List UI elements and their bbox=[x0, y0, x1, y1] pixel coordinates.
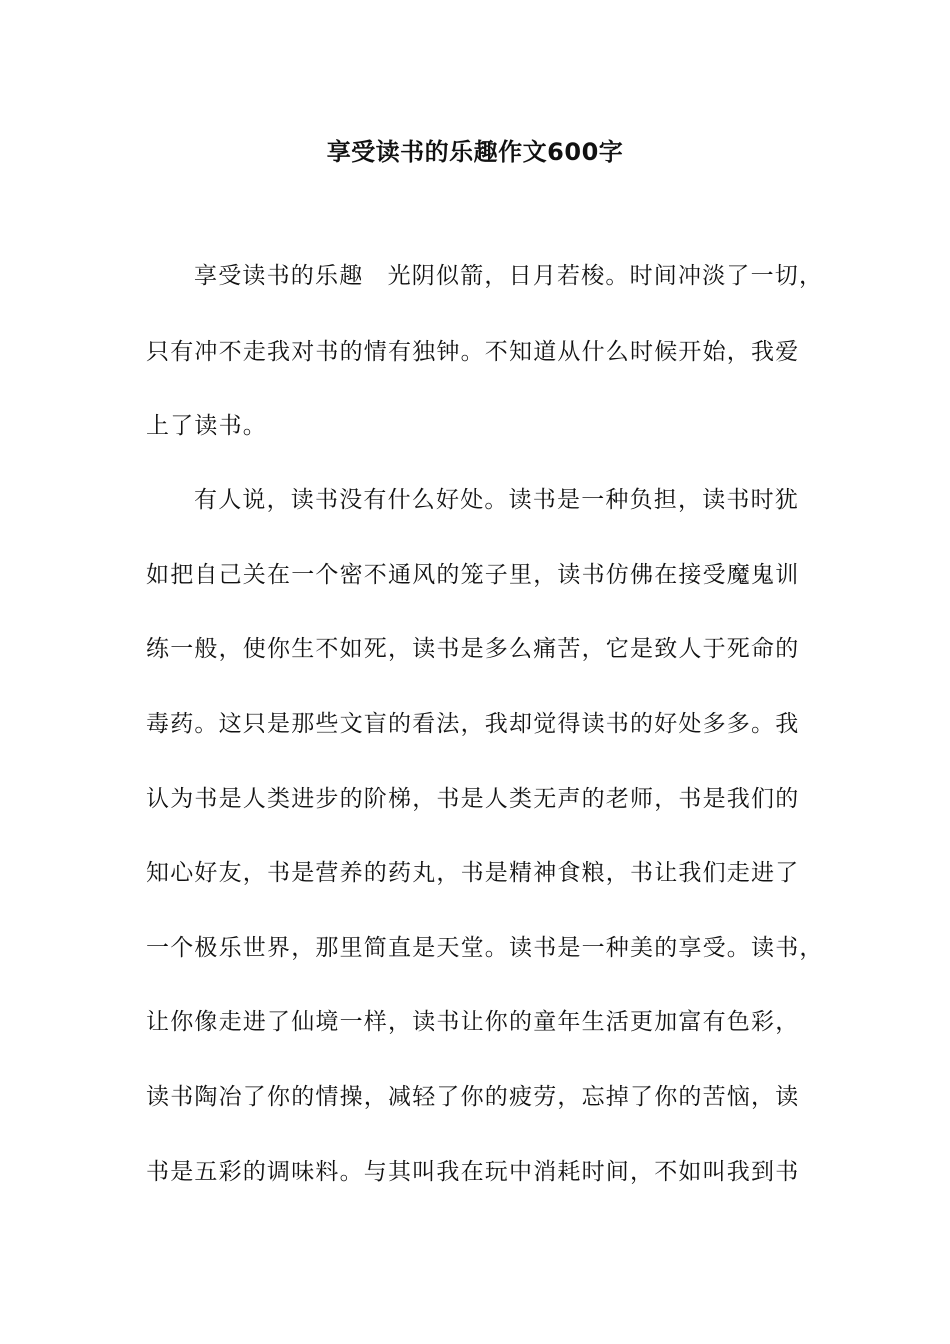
paragraph-line: 一个极乐世界，那里简直是天堂。读书是一种美的享受。读书， bbox=[146, 935, 824, 961]
paragraph-line: 读书陶冶了你的情操，减轻了你的疲劳，忘掉了你的苦恼，读 bbox=[146, 1084, 800, 1110]
paragraph-line: 书是五彩的调味料。与其叫我在玩中消耗时间，不如叫我到书 bbox=[146, 1159, 800, 1185]
paragraph-line: 练一般，使你生不如死，读书是多么痛苦，它是致人于死命的 bbox=[146, 636, 800, 662]
paragraph-line: 毒药。这只是那些文盲的看法，我却觉得读书的好处多多。我 bbox=[146, 711, 800, 737]
paragraph-line: 知心好友，书是营养的药丸，书是精神食粮，书让我们走进了 bbox=[146, 860, 800, 886]
document-title: 享受读书的乐趣作文600字 bbox=[326, 138, 624, 166]
paragraph-line: 如把自己关在一个密不通风的笼子里，读书仿佛在接受魔鬼训 bbox=[146, 562, 800, 588]
paragraph-line: 有人说，读书没有什么好处。读书是一种负担，读书时犹 bbox=[194, 487, 799, 513]
paragraph-line: 认为书是人类进步的阶梯，书是人类无声的老师，书是我们的 bbox=[146, 786, 800, 812]
paragraph-line: 上了读书。 bbox=[146, 413, 267, 439]
paragraph-line: 只有冲不走我对书的情有独钟。不知道从什么时候开始，我爱 bbox=[146, 339, 800, 365]
paragraph-line: 让你像走进了仙境一样，读书让你的童年生活更加富有色彩， bbox=[146, 1009, 800, 1035]
paragraph-line: 享受读书的乐趣 光阴似箭，日月若梭。时间冲淡了一切， bbox=[194, 263, 824, 289]
